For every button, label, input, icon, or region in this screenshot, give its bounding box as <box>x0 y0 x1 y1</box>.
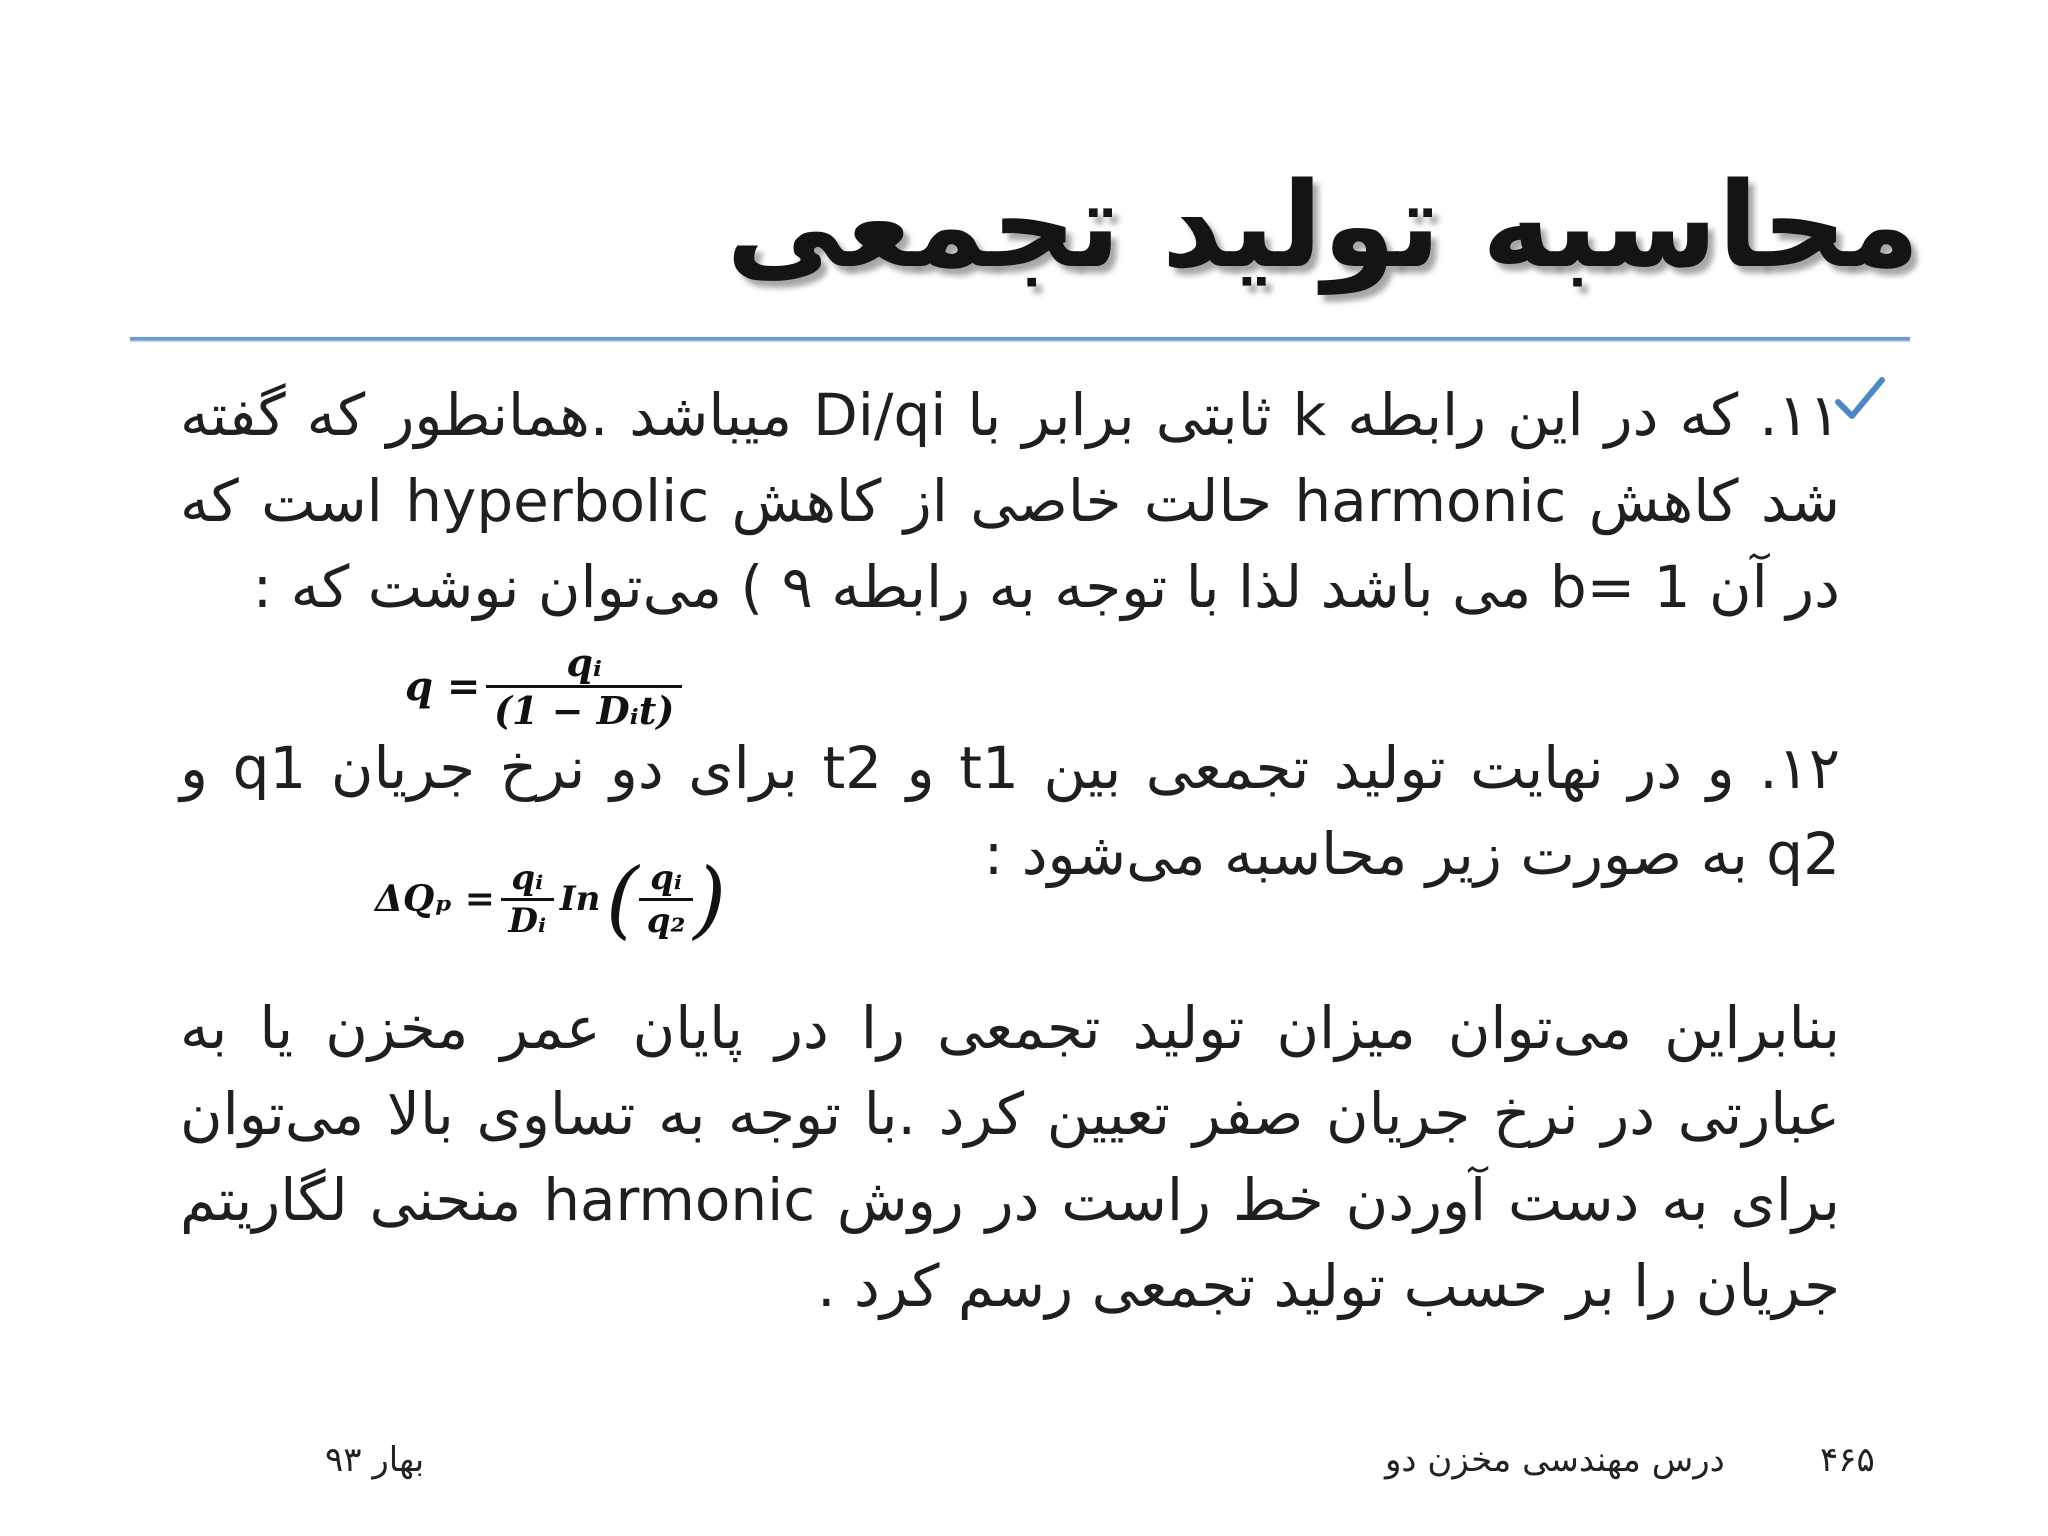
paragraph-conclusion: بنابراین می‌توان میزان تولید تجمعی را در پایان عمر مخزن یا به عبارتی در نرخ جریان صفر تعیین کرد .با توجه به تساوی بالا می‌توان برای به دست آوردن خط راست در روش harmonic منحنی لگاریتم جریان را بر حسب تولید تجمعی رسم کرد . <box>180 994 1840 1320</box>
paragraph-12: ۱۲. و در نهایت تولید تجمعی بین t1 و t2 برای دو نرخ جریان q1 و q2 به صورت زیر محاسبه می‌شود : <box>180 734 1841 888</box>
formula-lhs: ΔQₚ = <box>375 878 495 920</box>
formula-cumulative-production <box>375 850 775 960</box>
slide-title: محاسبه تولید تجمعی <box>726 156 1920 294</box>
footer-page-number: ۴۶۵ <box>1820 1440 1875 1480</box>
formula-coef-denominator: Dᵢ <box>508 900 547 941</box>
formula-paren-left: ( <box>605 850 639 948</box>
paragraph-11: ۱۱. که در این رابطه k ثابتی برابر با Di/qi میباشد .همانطور که گفته شد کاهش harmonic حالت خاصی از کاهش hyperbolic است که در آن b= 1 می باشد لذا با توجه به رابطه ۹ ) می‌توان نوشت که : <box>180 381 1841 621</box>
footer-course-name: درس مهندسی مخزن دو <box>1385 1440 1725 1480</box>
footer-term: بهار ۹۳ <box>325 1440 425 1480</box>
formula-inner-fraction <box>639 858 694 941</box>
title-divider <box>130 334 1910 344</box>
formula-fraction <box>486 640 682 733</box>
formula-lhs: q = <box>405 663 481 710</box>
formula-inner-numerator: qᵢ <box>639 858 694 901</box>
formula-coefficient <box>501 858 555 941</box>
formula-denominator: (1 − Dᵢt) <box>494 688 675 733</box>
formula-inner-denominator: q₂ <box>646 900 686 941</box>
formula-numerator: qᵢ <box>486 640 682 688</box>
formula-paren-right: ) <box>693 850 727 948</box>
formula-coef-numerator: qᵢ <box>501 858 555 901</box>
formula-function: In <box>559 879 601 919</box>
checkmark-icon <box>1832 372 1888 428</box>
